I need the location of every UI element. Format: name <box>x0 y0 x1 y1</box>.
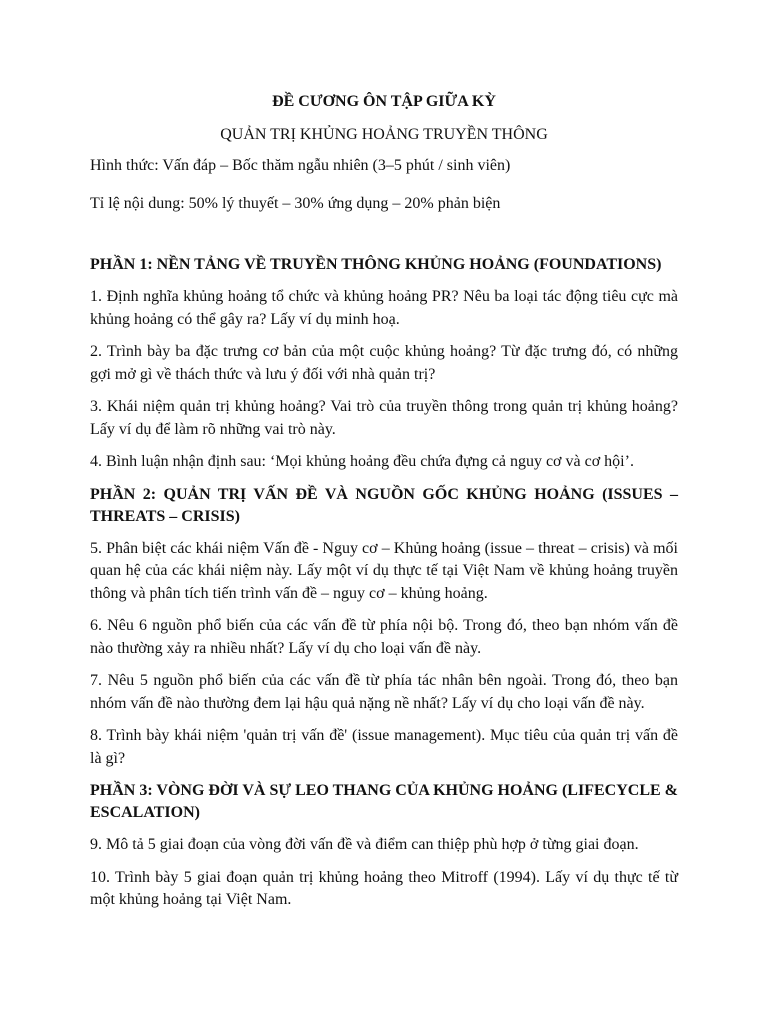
question-1: 1. Định nghĩa khủng hoảng tổ chức và khủng hoảng PR? Nêu ba loại tác động tiêu cực mà khủng hoảng có thể gây ra? Lấy ví dụ minh hoạ. <box>90 288 678 328</box>
section-2 <box>90 484 678 771</box>
ratio-line: Tỉ lệ nội dung: 50% lý thuyết – 30% ứng dụng – 20% phản biện <box>90 195 501 212</box>
question-9: 9. Mô tả 5 giai đoạn của vòng đời vấn đề và điểm can thiệp phù hợp ở từng giai đoạn. <box>90 836 639 853</box>
section-heading: PHẦN 1: NỀN TẢNG VỀ TRUYỀN THÔNG KHỦNG HOẢNG (FOUNDATIONS) <box>90 256 662 273</box>
section-heading: PHẦN 2: QUẢN TRỊ VẤN ĐỀ VÀ NGUỒN GỐC KHỦNG HOẢNG (ISSUES – THREATS – CRISIS) <box>90 485 678 525</box>
question-7: 7. Nêu 5 nguồn phổ biến của các vấn đề từ phía tác nhân bên ngoài. Trong đó, theo bạn nhóm vấn đề nào thường đem lại hậu quả nặng nề nhất? Lấy ví dụ cho loại vấn đề này. <box>90 672 678 712</box>
question-8: 8. Trình bày khái niệm 'quản trị vấn đề' (issue management). Mục tiêu của quản trị vấn đề là gì? <box>90 727 678 767</box>
question-6: 6. Nêu 6 nguồn phổ biến của các vấn đề từ phía nội bộ. Trong đó, theo bạn nhóm vấn đề nào thường xảy ra nhiều nhất? Lấy ví dụ cho loại vấn đề này. <box>90 617 678 657</box>
format-line: Hình thức: Vấn đáp – Bốc thăm ngẫu nhiên (3–5 phút / sinh viên) <box>90 157 511 174</box>
document-title: ĐỀ CƯƠNG ÔN TẬP GIỮA KỲ <box>272 93 496 110</box>
question-5: 5. Phân biệt các khái niệm Vấn đề - Nguy cơ – Khủng hoảng (issue – threat – crisis) và mối quan hệ của các khái niệm này. Lấy một ví dụ thực tế tại Việt Nam về khủng hoảng truyền thông và phân tích tiến trình vấn đề – nguy cơ – khủng hoảng. <box>90 539 678 602</box>
section-1 <box>90 254 678 474</box>
question-2: 2. Trình bày ba đặc trưng cơ bản của một cuộc khủng hoảng? Từ đặc trưng đó, có những gợi mở gì về thách thức và lưu ý đối với nhà quản trị? <box>90 343 678 383</box>
question-4: 4. Bình luận nhận định sau: ‘Mọi khủng hoảng đều chứa đựng cả nguy cơ và cơ hội’. <box>90 453 634 470</box>
question-10: 10. Trình bày 5 giai đoạn quản trị khủng hoảng theo Mitroff (1994). Lấy ví dụ thực tế từ một khủng hoảng tại Việt Nam. <box>90 868 678 908</box>
document-subtitle: QUẢN TRỊ KHỦNG HOẢNG TRUYỀN THÔNG <box>220 126 548 143</box>
question-3: 3. Khái niệm quản trị khủng hoảng? Vai trò của truyền thông trong quản trị khủng hoảng? Lấy ví dụ để làm rõ những vai trò này. <box>90 398 678 438</box>
section-3 <box>90 780 678 912</box>
section-heading: PHẦN 3: VÒNG ĐỜI VÀ SỰ LEO THANG CỦA KHỦNG HOẢNG (LIFECYCLE & ESCALATION) <box>90 782 678 821</box>
